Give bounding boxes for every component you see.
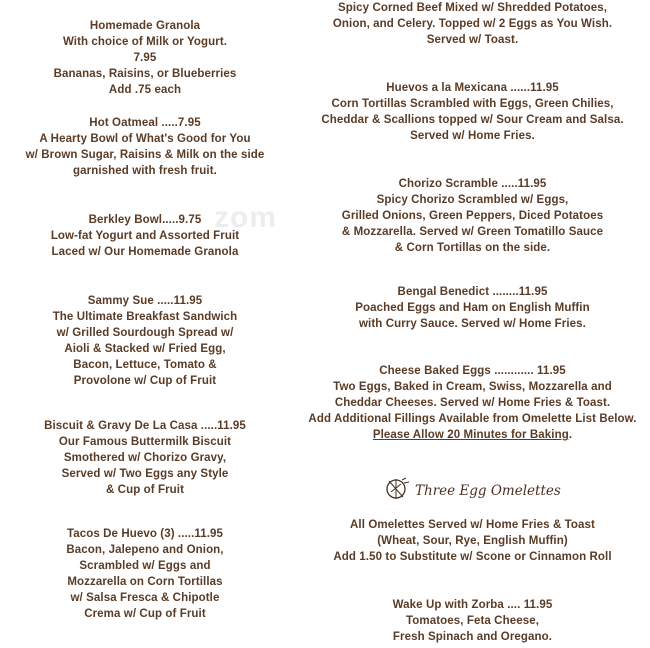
baking-note: Please Allow 20 Minutes for Baking. [372,429,573,441]
item-line: Tomatoes, Feta Cheese, [405,615,539,627]
item-line: Wake Up with Zorba .... 11.95 [392,599,553,611]
menu-item-cheese-baked-eggs [295,363,650,443]
item-line: Crema w/ Cup of Fruit [84,608,206,620]
item-line: Provolone w/ Cup of Fruit [73,375,217,387]
menu-item-sammy-sue [0,293,290,389]
item-line: Served w/ Home Fries. [410,130,535,142]
item-line: Served w/ Toast. [426,34,519,46]
item-line: Corn Tortillas Scrambled with Eggs, Green Chilies, [331,98,614,110]
item-line: All Omelettes Served w/ Home Fries & Toast [350,519,595,531]
item-line: Bacon, Jalepeno and Onion, [66,544,224,556]
item-line: & Mozzarella. Served w/ Green Tomatillo Sauce [341,226,604,238]
item-line: & Cup of Fruit [105,484,185,496]
item-line: Smothered w/ Chorizo Gravy, [63,452,227,464]
item-line: Fresh Spinach and Oregano. [392,631,553,643]
menu-item-wake-up-with-zorba [295,597,650,645]
item-line: Huevos a la Mexicana ......11.95 [386,82,559,94]
item-line: With choice of Milk or Yogurt. [62,36,228,48]
omelette-info [295,517,650,565]
section-title: Three Egg Omelettes [415,483,561,499]
item-line: 7.95 [133,52,157,64]
menu-item-corned-beef-hash [295,0,650,48]
item-line: w/ Brown Sugar, Raisins & Milk on the side [25,149,265,161]
item-line: Berkley Bowl.....9.75 [88,214,202,226]
item-line: Grilled Onions, Green Peppers, Diced Potatoes [341,210,604,222]
item-line: Biscuit & Gravy De La Casa .....11.95 [44,420,246,432]
item-line: Poached Eggs and Ham on English Muffin [355,302,590,314]
ornament-icon [383,475,411,508]
item-line: Hot Oatmeal .....7.95 [89,117,201,129]
item-line: Cheddar & Scallions topped w/ Sour Cream and Salsa. [321,114,624,126]
menu-item-berkley-bowl [0,212,290,260]
item-line: w/ Grilled Sourdough Spread w/ [56,327,234,339]
item-line: Sammy Sue .....11.95 [87,295,203,307]
item-line: Homemade Granola [89,20,201,32]
item-line: Scrambled w/ Eggs and [79,560,211,572]
item-line: Spicy Chorizo Scrambled w/ Eggs, [376,194,569,206]
item-line: Spicy Corned Beef Mixed w/ Shredded Potatoes, [337,2,608,14]
menu-item-hot-oatmeal [0,115,290,179]
item-line: garnished with fresh fruit. [73,165,217,177]
item-line: w/ Salsa Fresca & Chipotle [70,592,220,604]
item-line: Two Eggs, Baked in Cream, Swiss, Mozzarella and [333,381,612,393]
baking-note-text: Please Allow 20 Minutes for Baking [372,429,569,441]
item-line: Mozzarella on Corn Tortillas [67,576,223,588]
item-line: Cheese Baked Eggs ............ 11.95 [379,365,566,377]
item-line: Laced w/ Our Homemade Granola [51,246,239,258]
menu-item-tacos-de-huevo [0,526,290,622]
item-line: Bananas, Raisins, or Blueberries [53,68,237,80]
item-line: Add 1.50 to Substitute w/ Scone or Cinnamon Roll [333,551,612,563]
menu-item-chorizo-scramble [295,176,650,256]
item-line: with Curry Sauce. Served w/ Home Fries. [359,318,586,330]
item-line: & Corn Tortillas on the side. [394,242,551,254]
item-line: A Hearty Bowl of What's Good for You [39,133,251,145]
item-line: Add .75 each [108,84,182,96]
menu-item-homemade-granola [0,18,290,98]
item-line: Add Additional Fillings Available from Omelette List Below. [308,413,637,425]
item-line: Tacos De Huevo (3) .....11.95 [66,528,224,540]
menu-item-huevos-mexicana [295,80,650,144]
menu-item-biscuit-gravy [0,418,290,498]
item-line: Aioli & Stacked w/ Fried Egg, [64,343,226,355]
item-line: (Wheat, Sour, Rye, English Muffin) [377,535,568,547]
item-line: Chorizo Scramble .....11.95 [398,178,547,190]
menu-item-bengal-benedict [295,284,650,332]
item-line: Bacon, Lettuce, Tomato & [73,359,217,371]
item-line: Bengal Benedict ........11.95 [397,286,548,298]
item-line: The Ultimate Breakfast Sandwich [52,311,238,323]
watermark: zom [214,201,277,234]
section-header-omelettes [383,477,561,505]
item-line: Cheddar Cheeses. Served w/ Home Fries & Toast. [334,397,611,409]
item-line: Served w/ Two Eggs any Style [61,468,229,480]
item-line: Low-fat Yogurt and Assorted Fruit [50,230,240,242]
item-line: Our Famous Buttermilk Biscuit [58,436,232,448]
item-line: Onion, and Celery. Topped w/ 2 Eggs as You Wish. [332,18,613,30]
